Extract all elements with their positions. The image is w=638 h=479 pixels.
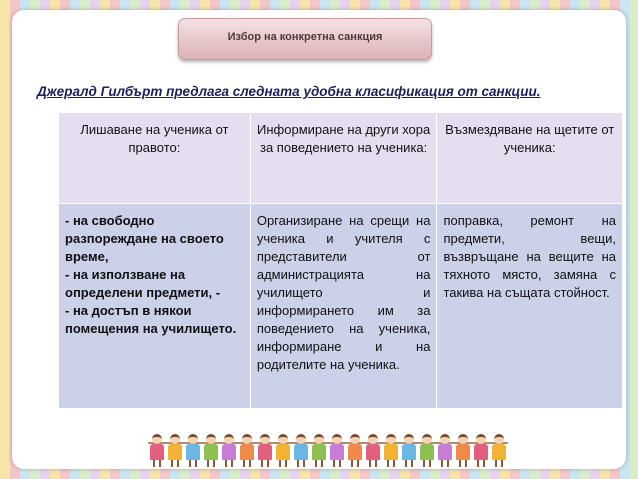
doll-icon bbox=[294, 434, 308, 468]
doll-icon bbox=[348, 434, 362, 468]
doll-icon bbox=[150, 434, 164, 468]
doll-icon bbox=[222, 434, 236, 468]
doll-icon bbox=[168, 434, 182, 468]
header-deprivation: Лишаване на ученика от правото: bbox=[59, 113, 251, 204]
doll-icon bbox=[276, 434, 290, 468]
deprivation-line-rooms: - на достъп в някои помещения на училището. bbox=[65, 303, 237, 336]
cell-informing: Организиране на срещи на ученика и учителя с представители от администрацията на училището и информирането им за поведението на ученика, информиране и на родителите на ученика. bbox=[250, 204, 437, 409]
doll-icon bbox=[186, 434, 200, 468]
doll-icon bbox=[438, 434, 452, 468]
table-header-row bbox=[59, 113, 623, 204]
header-informing: Информиране на други хора за поведението на ученика: bbox=[250, 113, 437, 204]
sanctions-table bbox=[58, 112, 623, 409]
intro-text: Джералд Гилбърт предлага следната удобна класификация от санкции. bbox=[37, 84, 541, 99]
cell-restitution: поправка, ремонт на предмети, вещи, възвръщане на вещите на тяхното място, замяна с такива на същата стойност. bbox=[437, 204, 623, 409]
slide-title: Избор на конкретна санкция bbox=[227, 31, 383, 43]
doll-icon bbox=[474, 434, 488, 468]
table-body-row bbox=[59, 204, 623, 409]
doll-icon bbox=[330, 434, 344, 468]
doll-icon bbox=[384, 434, 398, 468]
doll-icon bbox=[258, 434, 272, 468]
doll-icon bbox=[366, 434, 380, 468]
deprivation-line-time: - на свободно разпореждане на своето време, bbox=[65, 213, 224, 264]
doll-garland bbox=[148, 430, 508, 469]
doll-icon bbox=[492, 434, 506, 468]
header-restitution: Възмездяване на щетите от ученика: bbox=[437, 113, 623, 204]
doll-icon bbox=[240, 434, 254, 468]
deprivation-line-items: - на използване на определени предмети, - bbox=[65, 267, 221, 300]
doll-icon bbox=[312, 434, 326, 468]
garland-string bbox=[148, 442, 508, 444]
doll-icon bbox=[420, 434, 434, 468]
doll-icon bbox=[204, 434, 218, 468]
doll-icon bbox=[456, 434, 470, 468]
cell-deprivation bbox=[59, 204, 251, 409]
doll-icon bbox=[402, 434, 416, 468]
slide-title-box bbox=[178, 18, 432, 60]
slide-paper bbox=[12, 10, 626, 469]
